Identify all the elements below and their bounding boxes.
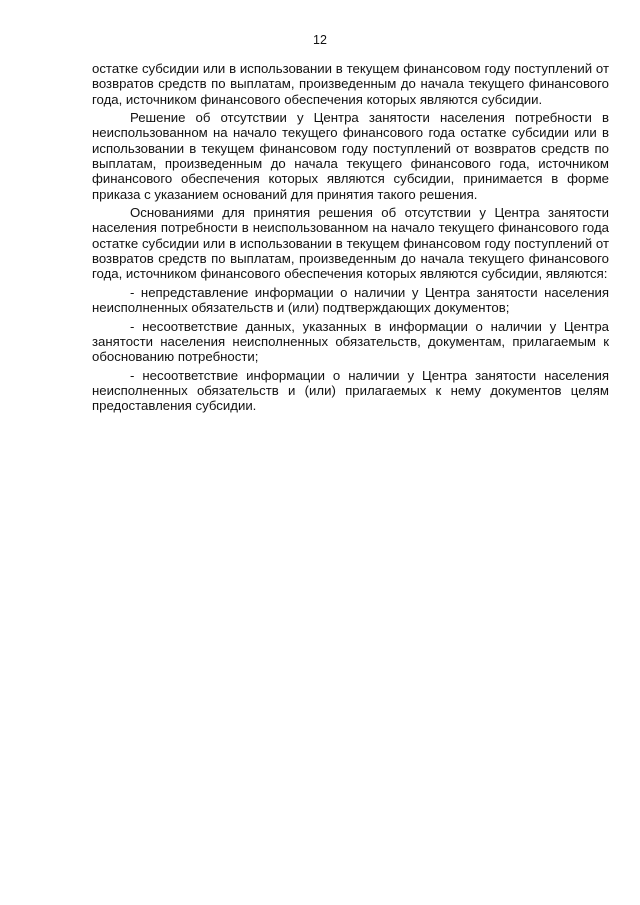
list-item-data-mismatch: - несоответствие данных, указанных в информации о наличии у Центра занятости населения неисполненных обязательств, документам, прилагаемым к обоснованию потребности;	[92, 318, 609, 365]
list-item-purpose-mismatch: - несоответствие информации о наличии у Центра занятости населения неисполненных обязательств и (или) прилагаемых к нему документов целям предоставления субсидии.	[92, 367, 609, 414]
paragraph-continuation: остатке субсидии или в использовании в текущем финансовом году поступлений от возвратов средств по выплатам, произведенным до начала текущего финансового года, источником финансового обеспечения которых являются субсидии.	[92, 61, 609, 107]
document-body	[92, 61, 609, 414]
page-number: 12	[313, 33, 327, 47]
paragraph-grounds: Основаниями для принятия решения об отсутствии у Центра занятости населения потребности в неиспользованном на начало текущего финансового года остатке субсидии или в использовании в текущем финансовом году поступлений от возвратов средств по выплатам, произведенным до начала текущего финансового года, источником финансового обеспечения которых являются субсидии, являются:	[92, 205, 609, 282]
list-item-non-submission: - непредставление информации о наличии у Центра занятости населения неисполненных обязательств и (или) подтверждающих документов;	[92, 284, 609, 316]
paragraph-decision: Решение об отсутствии у Центра занятости населения потребности в неиспользованном на начало текущего финансового года остатке субсидии или в использовании в текущем финансовом году поступлений от возвратов средств по выплатам, произведенным до начала текущего финансового года, источником финансового обеспечения которых являются субсидии, принимается в форме приказа с указанием оснований для принятия такого решения.	[92, 110, 609, 202]
